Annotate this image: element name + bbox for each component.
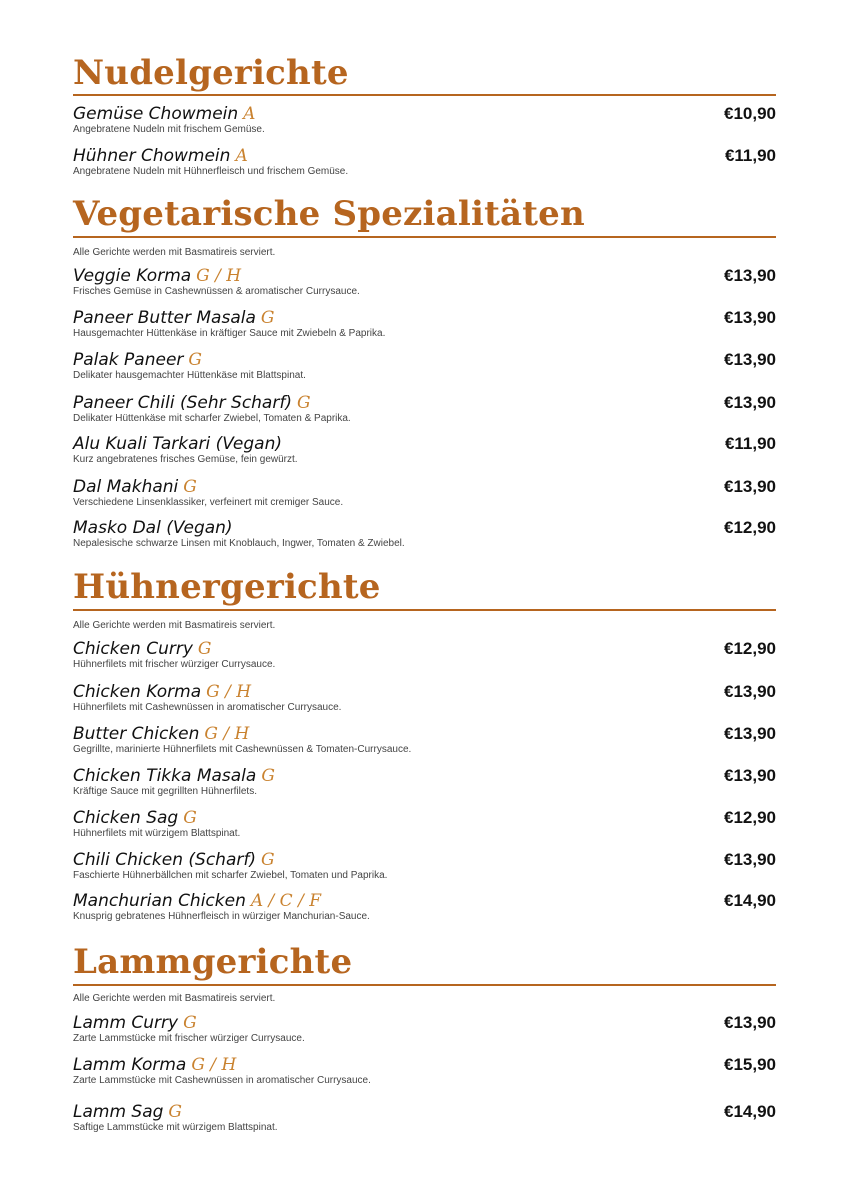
item-name-wrap: [73, 724, 249, 744]
allergen-codes: G: [168, 1102, 183, 1122]
section-title: Lammgerichte: [73, 942, 353, 982]
allergen-codes: G: [261, 766, 275, 786]
dish-description: Faschierte Hühnerbällchen mit scharfer Zwiebel, Tomaten und Paprika.: [73, 870, 388, 881]
item-name-wrap: [73, 766, 275, 786]
item-row: [73, 1055, 776, 1075]
dish-price: €13,90: [724, 682, 776, 701]
item-row: [73, 477, 776, 497]
item-name-wrap: [73, 477, 197, 497]
allergen-codes: G: [188, 350, 203, 370]
item-name-wrap: [73, 850, 275, 870]
section-header: [73, 53, 776, 96]
item-row: [73, 891, 776, 911]
menu-item: [73, 350, 776, 382]
item-name-wrap: [73, 518, 233, 538]
item-row: [73, 308, 776, 328]
item-row: [73, 350, 776, 370]
menu-item: [73, 724, 776, 756]
dish-name: Paneer Butter Masala: [73, 308, 256, 328]
dish-name: Dal Makhani: [73, 477, 179, 497]
allergen-codes: G / H: [206, 682, 252, 702]
dish-price: €11,90: [724, 434, 776, 453]
dish-description: Angebratene Nudeln mit Hühnerfleisch und frischem Gemüse.: [73, 166, 349, 177]
allergen-codes: G: [296, 393, 311, 413]
dish-description: Frisches Gemüse in Cashewnüssen & aromatischer Currysauce.: [73, 286, 360, 297]
dish-price: €12,90: [724, 639, 776, 658]
item-name-wrap: [73, 266, 241, 286]
dish-price: €13,90: [724, 1013, 776, 1032]
allergen-codes: A: [243, 104, 256, 124]
dish-description: Delikater hausgemachter Hüttenkäse mit Blattspinat.: [73, 370, 306, 381]
item-name-wrap: [73, 393, 311, 413]
dish-description: Kurz angebratenes frisches Gemüse, fein gewürzt.: [73, 454, 298, 465]
dish-name: Lamm Sag: [73, 1102, 164, 1122]
allergen-codes: G: [183, 1013, 197, 1033]
dish-price: €13,90: [724, 766, 776, 785]
menu-item: [73, 434, 776, 466]
menu-item: [73, 639, 776, 671]
dish-description: Hühnerfilets mit würzigem Blattspinat.: [73, 828, 241, 839]
item-name-wrap: [73, 682, 251, 702]
item-row: [73, 266, 776, 286]
item-row: [73, 850, 776, 870]
item-row: [73, 682, 776, 702]
dish-name: Hühner Chowmein: [73, 146, 231, 166]
allergen-codes: G / H: [191, 1055, 237, 1075]
dish-price: €13,90: [724, 850, 776, 869]
dish-description: Kräftige Sauce mit gegrillten Hühnerfilets.: [73, 786, 257, 797]
item-row: [73, 808, 776, 828]
item-row: [73, 639, 776, 659]
section-title: Vegetarische Spezialitäten: [73, 194, 585, 234]
dish-name: Chili Chicken (Scharf): [73, 850, 256, 870]
dish-description: Hühnerfilets mit frischer würziger Currysauce.: [73, 659, 276, 670]
dish-name: Chicken Sag: [73, 808, 179, 828]
dish-description: Zarte Lammstücke mit frischer würziger Currysauce.: [73, 1033, 305, 1044]
dish-description: Hausgemachter Hüttenkäse in kräftiger Sauce mit Zwiebeln & Paprika.: [73, 328, 386, 339]
dish-price: €13,90: [724, 724, 776, 743]
allergen-codes: A: [235, 146, 248, 166]
menu-item: [73, 104, 776, 136]
dish-price: €12,90: [724, 518, 776, 537]
item-name-wrap: [73, 104, 255, 124]
dish-description: Hühnerfilets mit Cashewnüssen in aromatischer Currysauce.: [73, 702, 342, 713]
dish-name: Alu Kuali Tarkari (Vegan): [73, 434, 282, 454]
item-name-wrap: [73, 308, 274, 328]
item-row: [73, 146, 776, 166]
item-name-wrap: [73, 1013, 197, 1033]
menu-item: [73, 850, 776, 882]
dish-name: Chicken Tikka Masala: [73, 766, 257, 786]
dish-price: €13,90: [724, 350, 776, 369]
item-row: [73, 1013, 776, 1033]
item-name-wrap: [73, 434, 282, 454]
dish-name: Manchurian Chicken: [73, 891, 246, 911]
dish-price: €10,90: [724, 104, 776, 123]
item-row: [73, 104, 776, 124]
allergen-codes: G: [183, 808, 197, 828]
item-name-wrap: [73, 808, 197, 828]
dish-price: €14,90: [724, 1102, 776, 1121]
menu-item: [73, 766, 776, 798]
allergen-codes: G / H: [204, 724, 250, 744]
dish-price: €14,90: [724, 891, 776, 910]
section-title: Hühnergerichte: [73, 567, 381, 607]
dish-description: Zarte Lammstücke mit Cashewnüssen in aromatischer Currysauce.: [73, 1075, 371, 1086]
item-row: [73, 518, 776, 538]
item-name-wrap: [73, 1055, 236, 1075]
menu-item: [73, 808, 776, 840]
item-name-wrap: [73, 891, 321, 911]
menu-item: [73, 1102, 776, 1134]
menu-item: [73, 891, 776, 923]
section-note: Alle Gerichte werden mit Basmatireis serviert.: [73, 247, 276, 258]
item-row: [73, 434, 776, 454]
dish-price: €13,90: [724, 477, 776, 496]
dish-name: Lamm Korma: [73, 1055, 187, 1075]
dish-description: Saftige Lammstücke mit würzigem Blattspinat.: [73, 1122, 278, 1133]
dish-price: €13,90: [724, 393, 776, 412]
menu-item: [73, 1055, 776, 1087]
dish-description: Delikater Hüttenkäse mit scharfer Zwiebel, Tomaten & Paprika.: [73, 413, 351, 424]
item-name-wrap: [73, 639, 211, 659]
menu-item: [73, 266, 776, 298]
menu-item: [73, 682, 776, 714]
allergen-codes: G: [260, 308, 275, 328]
dish-description: Angebratene Nudeln mit frischem Gemüse.: [73, 124, 265, 135]
section-note: Alle Gerichte werden mit Basmatireis serviert.: [73, 993, 276, 1004]
menu-item: [73, 518, 776, 550]
allergen-codes: G: [260, 850, 275, 870]
dish-price: €13,90: [724, 308, 776, 327]
item-row: [73, 724, 776, 744]
dish-name: Paneer Chili (Sehr Scharf): [73, 393, 292, 413]
dish-description: Nepalesische schwarze Linsen mit Knoblauch, Ingwer, Tomaten & Zwiebel.: [73, 538, 405, 549]
item-name-wrap: [73, 350, 202, 370]
dish-price: €15,90: [724, 1055, 776, 1074]
item-row: [73, 766, 776, 786]
menu-item: [73, 393, 776, 425]
dish-name: Palak Paneer: [73, 350, 184, 370]
item-name-wrap: [73, 146, 248, 166]
dish-price: €13,90: [724, 266, 776, 285]
dish-description: Gegrillte, marinierte Hühnerfilets mit Cashewnüssen & Tomaten-Currysauce.: [73, 744, 412, 755]
item-name-wrap: [73, 1102, 182, 1122]
dish-name: Lamm Curry: [73, 1013, 179, 1033]
allergen-codes: A / C / F: [250, 891, 322, 911]
dish-price: €12,90: [724, 808, 776, 827]
section-header: [73, 942, 776, 986]
menu-item: [73, 477, 776, 509]
dish-price: €11,90: [724, 146, 776, 165]
dish-name: Masko Dal (Vegan): [73, 518, 233, 538]
section-header: [73, 194, 776, 238]
section-header: [73, 567, 776, 611]
dish-name: Butter Chicken: [73, 724, 200, 744]
dish-name: Chicken Curry: [73, 639, 193, 659]
section-note: Alle Gerichte werden mit Basmatireis serviert.: [73, 620, 276, 631]
menu-item: [73, 308, 776, 340]
menu-item: [73, 146, 776, 178]
section-title: Nudelgerichte: [73, 53, 349, 93]
item-row: [73, 1102, 776, 1122]
allergen-codes: G: [197, 639, 212, 659]
dish-name: Gemüse Chowmein: [73, 104, 239, 124]
dish-description: Knusprig gebratenes Hühnerfleisch in würziger Manchurian-Sauce.: [73, 911, 370, 922]
dish-name: Veggie Korma: [73, 266, 192, 286]
allergen-codes: G: [183, 477, 197, 497]
item-row: [73, 393, 776, 413]
allergen-codes: G / H: [196, 266, 242, 286]
dish-description: Verschiedene Linsenklassiker, verfeinert mit cremiger Sauce.: [73, 497, 344, 508]
menu-item: [73, 1013, 776, 1045]
dish-name: Chicken Korma: [73, 682, 202, 702]
